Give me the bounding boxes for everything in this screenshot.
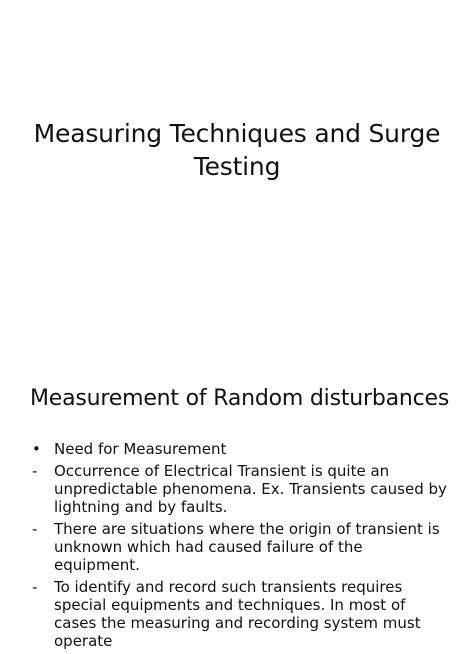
list-item-transient-occurrence <box>32 462 452 516</box>
bullet-dash: - <box>32 462 38 480</box>
list-item-special-equipment <box>32 578 452 650</box>
list-item-text: There are situations where the origin of transient is unknown which had caused failure of the equipment. <box>54 520 440 574</box>
list-item-unknown-origin <box>32 520 452 574</box>
title-line-1: Measuring Techniques and Surge <box>33 119 441 148</box>
title-line-2: Testing <box>193 152 281 181</box>
presentation-title <box>0 117 474 183</box>
bullet-dash: - <box>32 520 38 538</box>
bullet-dash: - <box>32 578 38 596</box>
list-item-text: To identify and record such transients requires special equipments and techniques. In most of cases the measuring and recording system must operate <box>54 578 421 650</box>
list-item-text: Need for Measurement <box>54 440 227 458</box>
list-item-need-for-measurement <box>32 440 452 458</box>
section-title: Measurement of Random disturbances <box>30 386 450 411</box>
bullet-dot: • <box>32 440 41 458</box>
list-item-text: Occurrence of Electrical Transient is quite an unpredictable phenomena. Ex. Transients caused by lightning and by faults. <box>54 462 447 516</box>
content-list <box>32 440 452 654</box>
